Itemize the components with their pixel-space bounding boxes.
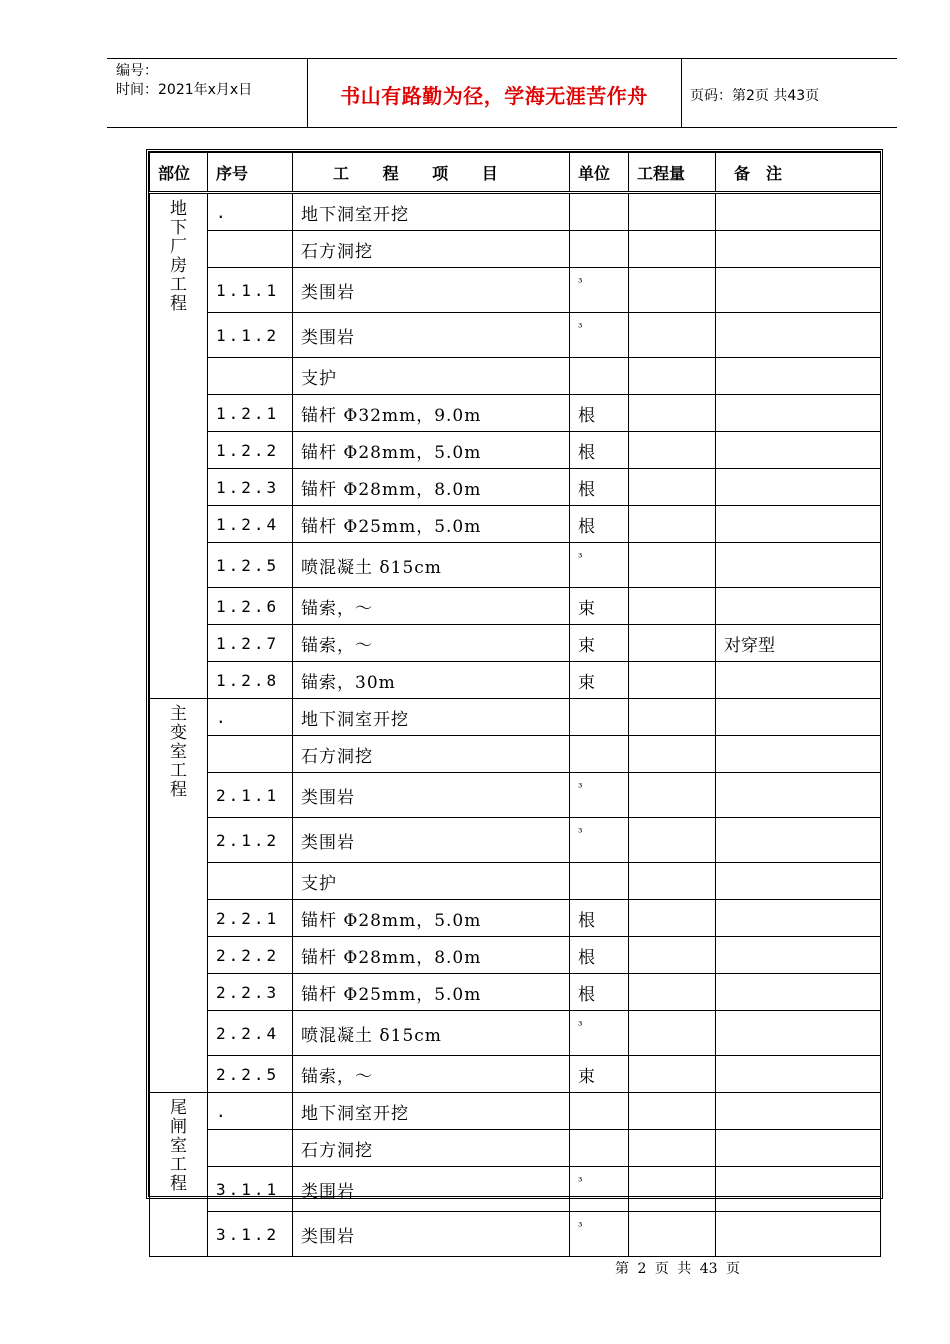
number-label: 编号： bbox=[116, 63, 158, 79]
quantity-cell bbox=[629, 506, 716, 543]
col-header-qty: 工程量 bbox=[629, 153, 716, 193]
unit-cell: ³ bbox=[570, 313, 629, 358]
item-cell: 类围岩 bbox=[293, 268, 570, 313]
table-row bbox=[150, 736, 881, 773]
header-meta bbox=[116, 62, 252, 100]
unit-cell: 束 bbox=[570, 625, 629, 662]
seq-cell: . bbox=[208, 699, 293, 736]
header-bottom-rule bbox=[107, 127, 897, 128]
seq-cell: 1.2.2 bbox=[208, 432, 293, 469]
quantity-table-frame bbox=[146, 149, 883, 1247]
unit-cell bbox=[570, 1130, 629, 1167]
quantity-cell bbox=[629, 231, 716, 268]
note-cell bbox=[716, 974, 881, 1011]
note-cell bbox=[716, 543, 881, 588]
table-row bbox=[150, 268, 881, 313]
table-row bbox=[150, 1167, 881, 1212]
item-cell: 锚杆 Φ28mm，8.0m bbox=[293, 469, 570, 506]
unit-cell: 根 bbox=[570, 506, 629, 543]
table-row bbox=[150, 432, 881, 469]
note-cell bbox=[716, 506, 881, 543]
unit-cell: 根 bbox=[570, 900, 629, 937]
unit-cell: ³ bbox=[570, 543, 629, 588]
seq-cell bbox=[208, 231, 293, 268]
item-cell: 类围岩 bbox=[293, 1167, 570, 1212]
item-cell: 地下洞室开挖 bbox=[293, 699, 570, 736]
seq-cell: 2.2.2 bbox=[208, 937, 293, 974]
item-cell: 支护 bbox=[293, 358, 570, 395]
item-cell: 锚杆 Φ25mm，5.0m bbox=[293, 506, 570, 543]
seq-cell: 1.2.4 bbox=[208, 506, 293, 543]
quantity-cell bbox=[629, 469, 716, 506]
table-row bbox=[150, 193, 881, 231]
quantity-cell bbox=[629, 358, 716, 395]
note-cell bbox=[716, 1212, 881, 1257]
col-header-seq: 序号 bbox=[208, 153, 293, 193]
quantity-cell bbox=[629, 1212, 716, 1257]
table-row bbox=[150, 506, 881, 543]
header-motto: 书山有路勤为径，学海无涯苦作舟 bbox=[340, 84, 648, 108]
quantity-cell bbox=[629, 1130, 716, 1167]
part-char: 闸 bbox=[170, 1117, 187, 1137]
item-cell: 类围岩 bbox=[293, 818, 570, 863]
item-cell: 锚杆 Φ25mm，5.0m bbox=[293, 974, 570, 1011]
quantity-cell bbox=[629, 543, 716, 588]
item-cell: 类围岩 bbox=[293, 313, 570, 358]
unit-cell: 束 bbox=[570, 588, 629, 625]
unit-cell: 束 bbox=[570, 662, 629, 699]
part-char: 地 bbox=[170, 199, 187, 219]
quantity-cell bbox=[629, 1011, 716, 1056]
table-row bbox=[150, 974, 881, 1011]
part-char: 工 bbox=[170, 275, 187, 295]
item-cell: 石方洞挖 bbox=[293, 1130, 570, 1167]
item-cell: 类围岩 bbox=[293, 773, 570, 818]
part-char: 房 bbox=[170, 256, 187, 276]
header-divider-right bbox=[681, 58, 682, 128]
note-cell bbox=[716, 193, 881, 231]
part-char: 程 bbox=[170, 294, 187, 314]
header-page-info: 页码：第2页 共43页 bbox=[690, 88, 820, 104]
item-cell: 锚索，30m bbox=[293, 662, 570, 699]
unit-cell bbox=[570, 358, 629, 395]
quantity-cell bbox=[629, 773, 716, 818]
seq-cell: 2.1.1 bbox=[208, 773, 293, 818]
table-row bbox=[150, 1056, 881, 1093]
seq-cell: 1.2.6 bbox=[208, 588, 293, 625]
note-cell: 对穿型 bbox=[716, 625, 881, 662]
table-row bbox=[150, 469, 881, 506]
note-cell bbox=[716, 662, 881, 699]
item-cell: 地下洞室开挖 bbox=[293, 1093, 570, 1130]
unit-cell: ³ bbox=[570, 1212, 629, 1257]
quantity-cell bbox=[629, 900, 716, 937]
quantity-cell bbox=[629, 1167, 716, 1212]
part-char: 室 bbox=[170, 1136, 187, 1156]
table-row bbox=[150, 588, 881, 625]
table-row bbox=[150, 662, 881, 699]
table-row bbox=[150, 900, 881, 937]
note-cell bbox=[716, 863, 881, 900]
item-cell: 锚杆 Φ28mm，8.0m bbox=[293, 937, 570, 974]
quantity-cell bbox=[629, 818, 716, 863]
part-char: 程 bbox=[170, 1174, 187, 1194]
note-cell bbox=[716, 1130, 881, 1167]
quantity-cell bbox=[629, 736, 716, 773]
quantity-cell bbox=[629, 662, 716, 699]
page-footer: 第 2 页 共 43 页 bbox=[615, 1261, 740, 1277]
col-header-item: 工 程 项 目 bbox=[293, 153, 570, 193]
part-char: 下 bbox=[170, 218, 187, 238]
quantity-cell bbox=[629, 313, 716, 358]
item-cell: 喷混凝土 δ15cm bbox=[293, 543, 570, 588]
note-cell bbox=[716, 588, 881, 625]
seq-cell: 2.2.4 bbox=[208, 1011, 293, 1056]
seq-cell: 1.1.1 bbox=[208, 268, 293, 313]
note-cell bbox=[716, 231, 881, 268]
table-row bbox=[150, 937, 881, 974]
seq-cell: 2.1.2 bbox=[208, 818, 293, 863]
note-cell bbox=[716, 937, 881, 974]
quantity-cell bbox=[629, 268, 716, 313]
table-row bbox=[150, 625, 881, 662]
quantity-cell bbox=[629, 193, 716, 231]
item-cell: 锚杆 Φ28mm，5.0m bbox=[293, 900, 570, 937]
seq-cell: 1.2.8 bbox=[208, 662, 293, 699]
time-label: 时间：2021年x月x日 bbox=[116, 82, 253, 98]
table-row bbox=[150, 773, 881, 818]
note-cell bbox=[716, 773, 881, 818]
unit-cell bbox=[570, 1093, 629, 1130]
table-header-row bbox=[150, 153, 881, 193]
unit-cell: 根 bbox=[570, 974, 629, 1011]
item-cell: 锚杆 Φ32mm，9.0m bbox=[293, 395, 570, 432]
seq-cell bbox=[208, 358, 293, 395]
unit-cell: ³ bbox=[570, 1011, 629, 1056]
seq-cell: 1.2.5 bbox=[208, 543, 293, 588]
seq-cell: 1.2.7 bbox=[208, 625, 293, 662]
seq-cell bbox=[208, 1130, 293, 1167]
part-char: 厂 bbox=[170, 237, 187, 257]
note-cell bbox=[716, 699, 881, 736]
part-char: 程 bbox=[170, 780, 187, 800]
note-cell bbox=[716, 1093, 881, 1130]
unit-cell bbox=[570, 863, 629, 900]
note-cell bbox=[716, 1167, 881, 1212]
item-cell: 锚杆 Φ28mm，5.0m bbox=[293, 432, 570, 469]
note-cell bbox=[716, 1011, 881, 1056]
seq-cell: 2.2.5 bbox=[208, 1056, 293, 1093]
part-cell bbox=[150, 699, 208, 1093]
seq-cell: . bbox=[208, 193, 293, 231]
item-cell: 锚索，～ bbox=[293, 1056, 570, 1093]
unit-cell: ³ bbox=[570, 1167, 629, 1212]
quantity-cell bbox=[629, 974, 716, 1011]
item-cell: 地下洞室开挖 bbox=[293, 193, 570, 231]
seq-cell: 1.1.2 bbox=[208, 313, 293, 358]
unit-cell: 根 bbox=[570, 937, 629, 974]
unit-cell: ³ bbox=[570, 268, 629, 313]
quantity-cell bbox=[629, 625, 716, 662]
table-row bbox=[150, 358, 881, 395]
quantity-cell bbox=[629, 699, 716, 736]
quantity-cell bbox=[629, 863, 716, 900]
seq-cell: . bbox=[208, 1093, 293, 1130]
part-char: 室 bbox=[170, 742, 187, 762]
quantity-cell bbox=[629, 1056, 716, 1093]
note-cell bbox=[716, 900, 881, 937]
seq-cell: 1.2.3 bbox=[208, 469, 293, 506]
col-header-note: 备 注 bbox=[716, 153, 881, 193]
part-char: 尾 bbox=[170, 1098, 187, 1118]
item-cell: 支护 bbox=[293, 863, 570, 900]
note-cell bbox=[716, 736, 881, 773]
item-cell: 石方洞挖 bbox=[293, 231, 570, 268]
unit-cell bbox=[570, 231, 629, 268]
item-cell: 石方洞挖 bbox=[293, 736, 570, 773]
quantity-cell bbox=[629, 1093, 716, 1130]
seq-cell: 2.2.3 bbox=[208, 974, 293, 1011]
unit-cell: 根 bbox=[570, 469, 629, 506]
table-row bbox=[150, 543, 881, 588]
seq-cell: 1.2.1 bbox=[208, 395, 293, 432]
seq-cell bbox=[208, 736, 293, 773]
table-row bbox=[150, 231, 881, 268]
note-cell bbox=[716, 818, 881, 863]
item-cell: 锚索，～ bbox=[293, 625, 570, 662]
seq-cell bbox=[208, 863, 293, 900]
note-cell bbox=[716, 1056, 881, 1093]
part-char: 变 bbox=[170, 723, 187, 743]
part-char: 主 bbox=[170, 704, 187, 724]
note-cell bbox=[716, 313, 881, 358]
unit-cell bbox=[570, 699, 629, 736]
note-cell bbox=[716, 469, 881, 506]
unit-cell bbox=[570, 736, 629, 773]
unit-cell bbox=[570, 193, 629, 231]
part-char: 工 bbox=[170, 761, 187, 781]
table-row bbox=[150, 395, 881, 432]
part-cell bbox=[150, 193, 208, 699]
seq-cell: 3.1.2 bbox=[208, 1212, 293, 1257]
table-row bbox=[150, 1093, 881, 1130]
unit-cell: 根 bbox=[570, 395, 629, 432]
unit-cell: 束 bbox=[570, 1056, 629, 1093]
col-header-part: 部位 bbox=[150, 153, 208, 193]
quantity-cell bbox=[629, 588, 716, 625]
header-top-rule bbox=[107, 58, 897, 59]
quantity-cell bbox=[629, 432, 716, 469]
item-cell: 喷混凝土 δ15cm bbox=[293, 1011, 570, 1056]
part-cell bbox=[150, 1093, 208, 1257]
table-row bbox=[150, 1011, 881, 1056]
unit-cell: 根 bbox=[570, 432, 629, 469]
col-header-unit: 单位 bbox=[570, 153, 629, 193]
note-cell bbox=[716, 395, 881, 432]
table-row bbox=[150, 1212, 881, 1257]
unit-cell: ³ bbox=[570, 818, 629, 863]
unit-cell: ³ bbox=[570, 773, 629, 818]
table-row bbox=[150, 863, 881, 900]
note-cell bbox=[716, 432, 881, 469]
part-char: 工 bbox=[170, 1155, 187, 1175]
table-row bbox=[150, 313, 881, 358]
quantity-cell bbox=[629, 937, 716, 974]
seq-cell: 2.2.1 bbox=[208, 900, 293, 937]
item-cell: 类围岩 bbox=[293, 1212, 570, 1257]
note-cell bbox=[716, 268, 881, 313]
item-cell: 锚索，～ bbox=[293, 588, 570, 625]
seq-cell: 3.1.1 bbox=[208, 1167, 293, 1212]
table-row bbox=[150, 818, 881, 863]
table-row bbox=[150, 699, 881, 736]
quantity-table bbox=[149, 152, 881, 1257]
note-cell bbox=[716, 358, 881, 395]
quantity-cell bbox=[629, 395, 716, 432]
table-row bbox=[150, 1130, 881, 1167]
